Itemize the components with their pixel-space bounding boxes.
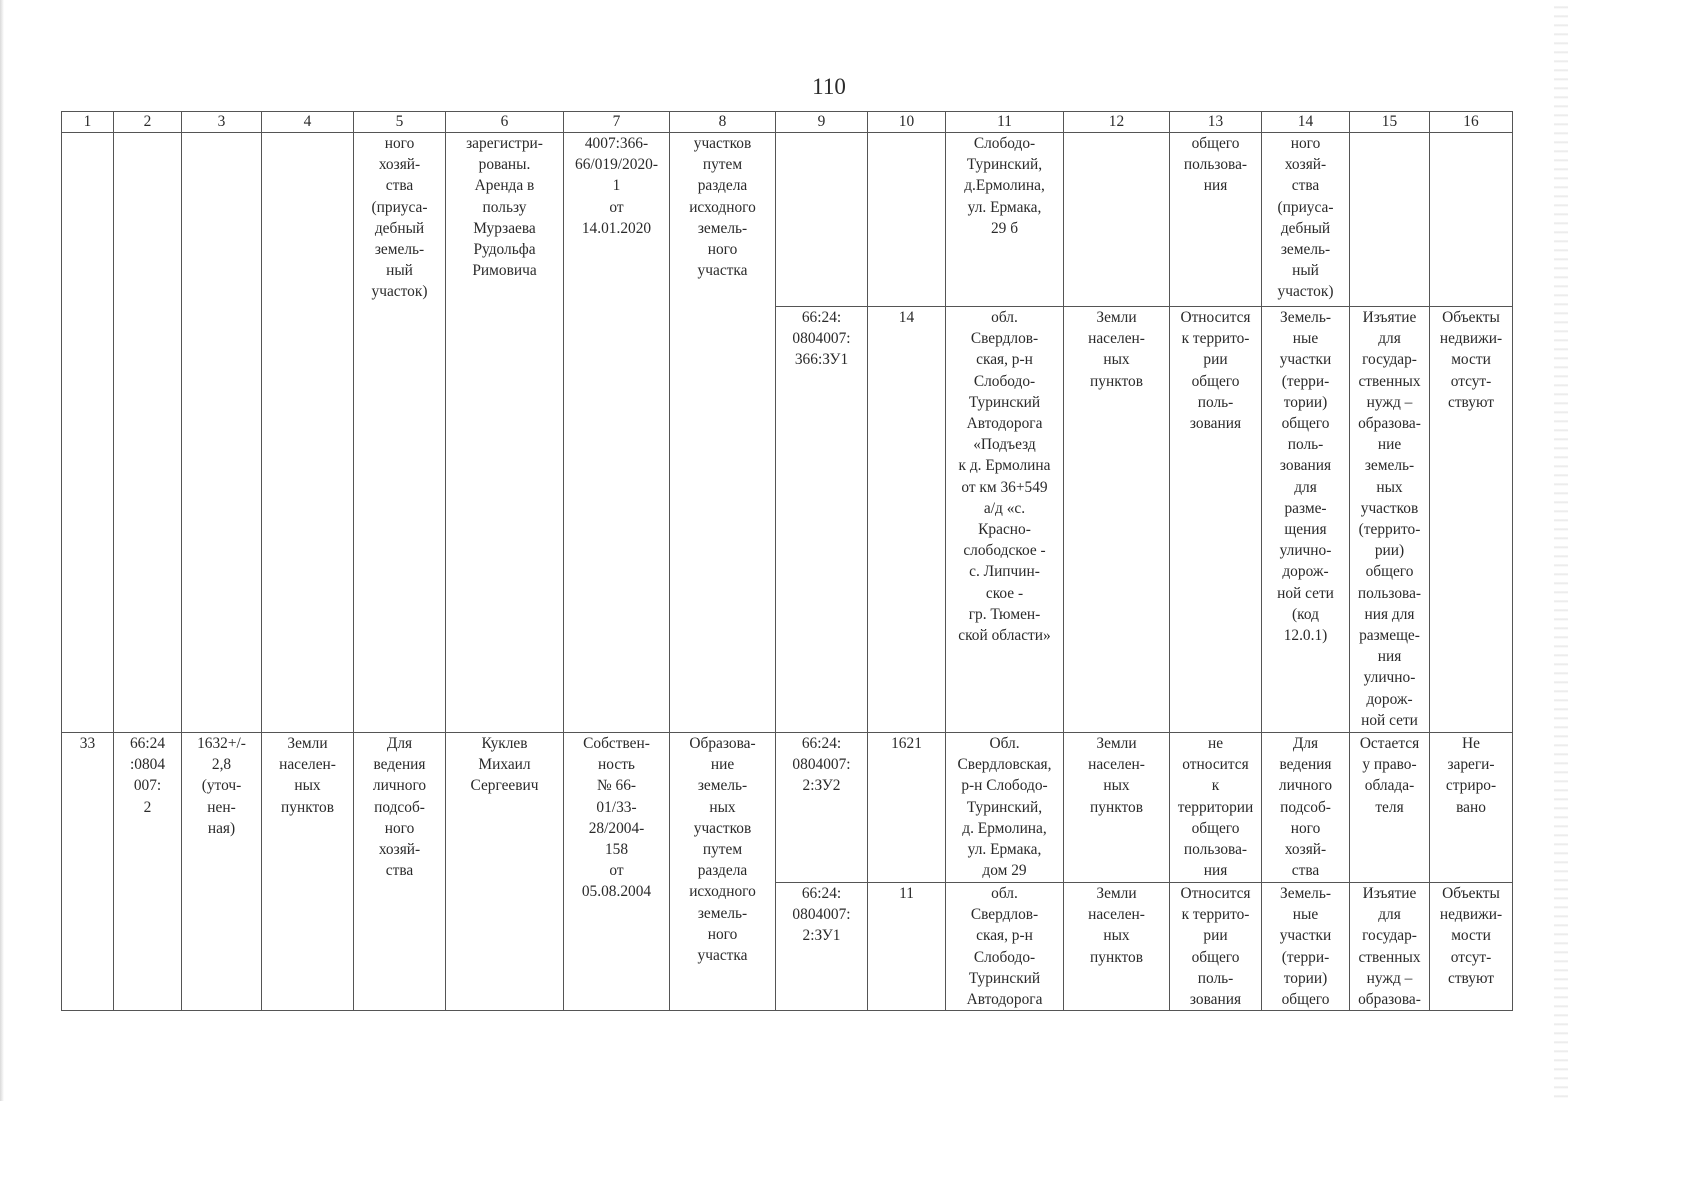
table-cell: 66:24 :0804 007: 2 bbox=[114, 733, 182, 1011]
table-cell: Относится к террито- рии общего поль- зования bbox=[1170, 307, 1262, 733]
scan-right-edge bbox=[1554, 0, 1568, 1101]
column-number: 15 bbox=[1350, 112, 1430, 133]
table-cell: зарегистри- рованы. Аренда в пользу Мурзаева Рудольфа Римовича bbox=[446, 133, 564, 733]
column-number: 14 bbox=[1262, 112, 1350, 133]
column-number: 11 bbox=[946, 112, 1064, 133]
table-cell: Объекты недвижи- мости отсут- ствуют bbox=[1430, 883, 1513, 1011]
table-cell: Образова- ние земель- ных участков путем раздела исходного земель- ного участка bbox=[670, 733, 776, 1011]
table-cell: Собствен- ность № 66- 01/33- 28/2004- 158 от 05.08.2004 bbox=[564, 733, 670, 1011]
table-cell: Земли населен- ных пунктов bbox=[262, 733, 354, 1011]
table-cell: Объекты недвижи- мости отсут- ствуют bbox=[1430, 307, 1513, 733]
table-cell: Земли населен- ных пунктов bbox=[1064, 733, 1170, 883]
scan-left-edge bbox=[0, 0, 4, 1101]
table-row bbox=[62, 133, 1513, 307]
table-cell bbox=[776, 133, 868, 307]
table-cell: не относится к территории общего пользова- ния bbox=[1170, 733, 1262, 883]
column-number: 13 bbox=[1170, 112, 1262, 133]
table-cell: ного хозяй- ства (приуса- дебный земель- ный участок) bbox=[1262, 133, 1350, 307]
table-cell: Обл. Свердловская, р-н Слободо- Туринский, д. Ермолина, ул. Ермака, дом 29 bbox=[946, 733, 1064, 883]
table-cell: общего пользова- ния bbox=[1170, 133, 1262, 307]
table-cell: Слободо- Туринский, д.Ермолина, ул. Ермака, 29 б bbox=[946, 133, 1064, 307]
table-cell: ного хозяй- ства (приуса- дебный земель- ный участок) bbox=[354, 133, 446, 733]
table-cell: Земли населен- ных пунктов bbox=[1064, 307, 1170, 733]
table-cell: 1621 bbox=[868, 733, 946, 883]
column-number: 1 bbox=[62, 112, 114, 133]
table-cell: обл. Свердлов- ская, р-н Слободо- Туринский Автодорога bbox=[946, 883, 1064, 1011]
column-number: 8 bbox=[670, 112, 776, 133]
table-row bbox=[62, 733, 1513, 883]
table-cell bbox=[868, 133, 946, 307]
table-cell bbox=[182, 133, 262, 733]
table-cell: Относится к террито- рии общего поль- зования bbox=[1170, 883, 1262, 1011]
table-cell bbox=[1430, 133, 1513, 307]
table-cell bbox=[114, 133, 182, 733]
column-number: 5 bbox=[354, 112, 446, 133]
column-number: 7 bbox=[564, 112, 670, 133]
table-cell: 66:24: 0804007: 2:ЗУ2 bbox=[776, 733, 868, 883]
table-cell bbox=[262, 133, 354, 733]
table-cell: Земли населен- ных пунктов bbox=[1064, 883, 1170, 1011]
table-cell bbox=[1350, 133, 1430, 307]
table-cell bbox=[62, 133, 114, 733]
table-cell: Изъятие для государ- ственных нужд – образова- bbox=[1350, 883, 1430, 1011]
column-number: 9 bbox=[776, 112, 868, 133]
table-cell: 14 bbox=[868, 307, 946, 733]
table-cell: обл. Свердлов- ская, р-н Слободо- Туринский Автодорога «Подъезд к д. Ермолина от км 36+549 а/д «с. Красно- слободское - с. Липчин- ское - гр. Тюмен- ской области» bbox=[946, 307, 1064, 733]
column-number: 2 bbox=[114, 112, 182, 133]
table-cell: 1632+/- 2,8 (уточ- нен- ная) bbox=[182, 733, 262, 1011]
table-cell: 33 bbox=[62, 733, 114, 1011]
column-number: 10 bbox=[868, 112, 946, 133]
table-cell: участков путем раздела исходного земель- ного участка bbox=[670, 133, 776, 733]
land-plots-table bbox=[61, 111, 1513, 1011]
table-cell: Куклев Михаил Сергеевич bbox=[446, 733, 564, 1011]
column-number-row bbox=[62, 112, 1513, 133]
table-cell: Изъятие для государ- ственных нужд – образова- ние земель- ных участков (террито- рии) общего пользова- ния для размеще- ния улично- дорож- ной сети bbox=[1350, 307, 1430, 733]
table-cell: 66:24: 0804007: 2:ЗУ1 bbox=[776, 883, 868, 1011]
column-number: 3 bbox=[182, 112, 262, 133]
table-cell: Для ведения личного подсоб- ного хозяй- ства bbox=[1262, 733, 1350, 883]
table-cell: Для ведения личного подсоб- ного хозяй- ства bbox=[354, 733, 446, 1011]
table-cell: 4007:366- 66/019/2020- 1 от 14.01.2020 bbox=[564, 133, 670, 733]
column-number: 12 bbox=[1064, 112, 1170, 133]
table-cell: Остается у право- облада- теля bbox=[1350, 733, 1430, 883]
column-number: 6 bbox=[446, 112, 564, 133]
column-number: 4 bbox=[262, 112, 354, 133]
table-cell: 11 bbox=[868, 883, 946, 1011]
table-cell: 66:24: 0804007: 366:ЗУ1 bbox=[776, 307, 868, 733]
table-cell: Земель- ные участки (терри- тории) общего поль- зования для разме- щения улично- дорож- ной сети (код 12.0.1) bbox=[1262, 307, 1350, 733]
table-cell: Не зареги- стриро- вано bbox=[1430, 733, 1513, 883]
table-cell bbox=[1064, 133, 1170, 307]
table-cell: Земель- ные участки (терри- тории) общего bbox=[1262, 883, 1350, 1011]
column-number: 16 bbox=[1430, 112, 1513, 133]
page-number: 110 bbox=[812, 74, 846, 99]
